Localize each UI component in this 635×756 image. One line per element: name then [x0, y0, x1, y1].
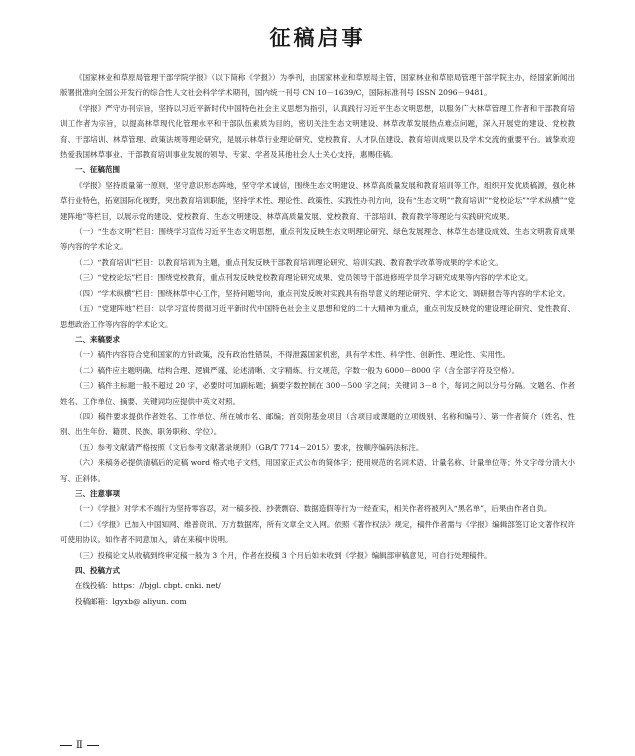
section-paragraph: （五）参考文献请严格按照《文后参考文献著录规则》（GB/T 7714－2015）要求，按顺序编码法标注。	[75, 442, 424, 452]
footer-dash	[87, 745, 99, 746]
section-paragraph: （六）来稿务必提供清稿后的定稿 word 格式电子文档，用国家正式公布的简体字；使用规范的名词术语、计量名称、计量单位等；外文字母分清大小写、正斜体。	[60, 458, 575, 483]
section-paragraph: （四）“学术纵横”栏目：围绕林草中心工作，坚持问题导向，重点刊发反映对实践具有指导意义的理论研究、学术论文、调研报告等内容的学术论文。	[75, 288, 571, 298]
section-paragraph: （一）稿件内容符合党和国家的方针政策，没有政治性错误，不得泄露国家机密，具有学术性、科学性、创新性、理论性、实用性。	[75, 350, 510, 360]
submission-email[interactable]: 投稿邮箱：lgyxb@ aliyun. com	[75, 596, 187, 606]
section-paragraph: （一）“生态文明”栏目：围绕学习宣传习近平生态文明思想，重点刊发反映生态文明理论研究、绿色发展理念、林草生态建设成效、生态文明教育成果等内容的学术论文。	[60, 227, 575, 252]
page-title: 征稿启事	[269, 26, 366, 50]
intro-paragraph: 《学报》严守办刊宗旨，坚持以习近平新时代中国特色社会主义思想为指引，认真践行习近平生态文明思想，以服务广大林草管理工作者和干部教育培训工作者为宗旨，以提高林草现代化管理水平和干部队伍素质为目的，密切关注生态文明建设、林草改革发展热点难点问题，深入开展党的建设、党校教育、干部培训、林草管理、政策法规等理论研究，是展示林草行业理论研究、党校教育、人才队伍建设、教育培训成果以及学术交流的重要平台。诚挚欢迎热爱我国林草事业、干部教育培训事业发展的领导、专家、学者及其他社会人士关心支持，惠赐佳稿。	[60, 103, 575, 160]
section-paragraph: （三）稿件主标题一般不超过 20 字，必要时可加副标题；摘要字数控制在 300－500 字之间；关键词 3－8 个，每词之间以分号分隔。文题名、作者姓名、工作单位、摘要、关键词均应提供中英文对照。	[60, 381, 575, 406]
section-heading: 四、投稿方式	[75, 566, 120, 575]
section-heading: 一、征稿范围	[75, 165, 120, 175]
section-paragraph: （五）“党建阵地”栏目：以学习宣传贯彻习近平新时代中国特色社会主义思想和党的二十大精神为重点，重点刊发反映党的建设理论研究、党性教育、思想政治工作等内容的学术论文。	[60, 304, 575, 329]
section-paragraph: （四）稿件要求提供作者姓名、工作单位、所在城市名、邮编；首页附基金项目（含项目或课题的立项级别、名称和编号）、第一作者简介（姓名、性别、出生年份、籍贯、民族、职务职称、学位）。	[60, 411, 575, 437]
section-paragraph: （三）投稿论文从收稿到终审定稿一般为 3 个月，作者在投稿 3 个月后如未收到《学报》编辑部审稿意见，可自行处理稿件。	[75, 550, 492, 560]
notice-body	[60, 70, 575, 609]
page-number: Ⅱ	[76, 740, 83, 751]
page-footer	[60, 740, 99, 751]
section-paragraph: （三）“党校论坛”栏目：围绕党校教育，重点刊发反映党校教育理论研究成果、党员领导干部进修班学员学习研究成果等内容的学术论文。	[75, 273, 533, 283]
submission-url[interactable]: 在线投稿：https：//bjgl. cbpt. cnki. net/	[75, 581, 221, 591]
section-paragraph: （二）《学报》已加入中国知网、维普资讯、万方数据库，所有文章全文入网。依照《著作权法》规定，稿件作者需与《学报》编辑部签订论文著作权许可使用协议。如作者不同意加入，请在来稿中说明。	[60, 519, 575, 545]
footer-dash	[60, 745, 72, 746]
section-paragraph: （二）稿件应主题明确、结构合理、逻辑严谨、论述清晰、文字精炼、行文规范，字数一般为 6000－8000 字（含全部字符及空格）。	[75, 365, 520, 375]
section-paragraph: （一）《学报》对学术不端行为坚持零容忍，对一稿多投、抄袭剽窃、数据造假等行为一经查实，相关作者将被列入“黑名单”，后果由作者自负。	[75, 504, 552, 514]
section-heading: 二、来稿要求	[75, 334, 120, 344]
intro-paragraph: 《国家林业和草原局管理干部学院学报》（以下简称《学报》）为季刊，由国家林业和草原局主管，国家林业和草原局管理干部学院主办，经国家新闻出版署批准向全国公开发行的综合性人文社会科学学术期刊，国内统一刊号 CN 10－1639/C，国际标准刊号 ISSN 2096－9481。	[60, 73, 575, 98]
section-paragraph: 《学报》坚持质量第一原则，坚守意识形态阵地，坚守学术诚信，围绕生态文明建设、林草高质量发展和教育培训等工作，组织开发优质稿源，强化林草行业特色，拓宽国际化视野，突出教育培训职能，坚持学术性、理论性、政策性、实践性办刊方向，设有“生态文明”“教育培训”“党校论坛”“学术纵横”“党建阵地”等栏目，以展示党的建设、党校教育、生态文明建设、林草高质量发展、党校教育、干部培训、教育教学等理论与实践研究成果。	[60, 180, 575, 221]
section-paragraph: （二）“教育培训”栏目：以教育培训为主题，重点刊发反映干部教育培训理论研究、培训实践、教育教学改革等成果的学术论文。	[75, 257, 503, 267]
section-heading: 三、注意事项	[75, 488, 120, 498]
